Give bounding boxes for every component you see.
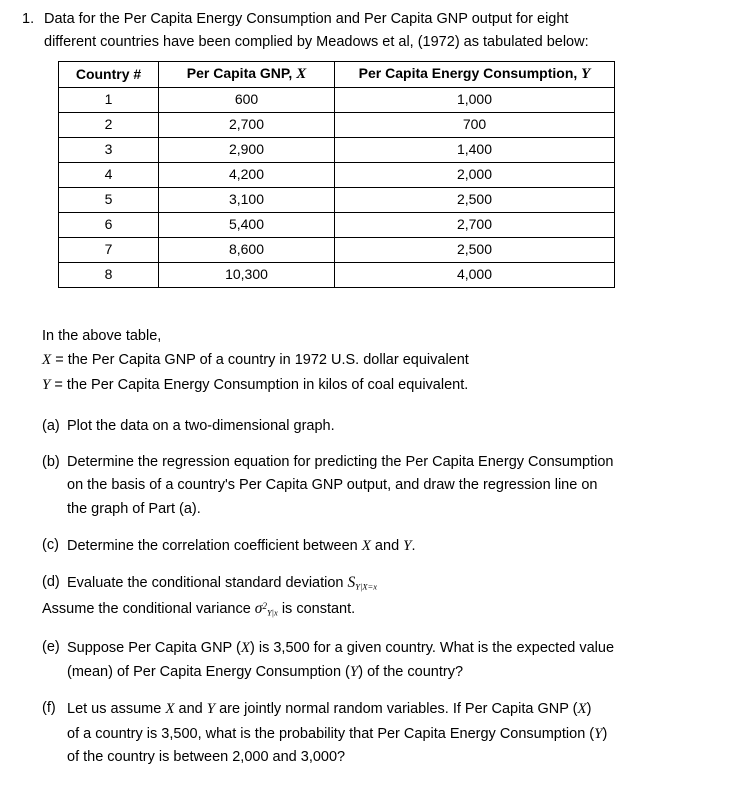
question-e-line1-a: Suppose Per Capita GNP ( xyxy=(67,640,241,656)
table-row xyxy=(59,88,615,113)
table-row xyxy=(59,113,615,138)
header-country: Country # xyxy=(59,62,159,88)
cell-gnp: 5,400 xyxy=(159,213,335,238)
problem-line-2: different countries have been complied by Meadows et al, (1972) as tabulated below: xyxy=(44,34,589,51)
cell-country: 4 xyxy=(59,163,159,188)
header-energy xyxy=(335,62,615,88)
table-header xyxy=(59,62,615,88)
question-item-c xyxy=(42,534,732,558)
question-body-e xyxy=(67,636,732,684)
question-label-b: (b) xyxy=(42,454,60,471)
cell-energy: 2,000 xyxy=(335,163,615,188)
cell-gnp: 10,300 xyxy=(159,263,335,288)
question-f-line2-a: of a country is 3,500, what is the probability that Per Capita Energy Consumption ( xyxy=(67,725,595,742)
definition-x-text: = the Per Capita GNP of a country in 1972 U.S. dollar equivalent xyxy=(51,352,469,369)
question-item-e xyxy=(42,636,732,684)
question-c-variable-y: Y xyxy=(403,537,412,554)
definition-y xyxy=(42,373,702,397)
table-row xyxy=(59,138,615,163)
question-f-line-1 xyxy=(67,697,732,721)
question-item-d xyxy=(42,571,732,596)
assumption-line xyxy=(42,597,355,622)
sigma-superscript: 2 xyxy=(262,600,267,611)
question-f-variable-x1: X xyxy=(165,701,175,718)
problem-number: 1. xyxy=(22,11,35,27)
cell-gnp: 2,900 xyxy=(159,138,335,163)
cell-country: 1 xyxy=(59,88,159,113)
question-e-line1-b: ) is 3,500 for a given country. What is the expected value xyxy=(250,640,615,656)
question-b-line-3: the graph of Part (a). xyxy=(67,500,201,517)
definition-y-text: = the Per Capita Energy Consumption in kilos of coal equivalent. xyxy=(50,376,469,393)
definition-y-variable: Y xyxy=(42,376,51,393)
cell-country: 6 xyxy=(59,213,159,238)
question-e-variable-y: Y xyxy=(349,664,359,681)
table-header-row xyxy=(59,62,615,88)
cell-energy: 2,700 xyxy=(335,213,615,238)
problem-text xyxy=(44,8,722,55)
cell-country: 5 xyxy=(59,188,159,213)
assumption-prefix: Assume the conditional variance xyxy=(42,601,255,617)
question-body-b xyxy=(67,451,732,521)
question-e-line-1 xyxy=(67,636,732,660)
cell-energy: 2,500 xyxy=(335,188,615,213)
question-f-variable-y2: Y xyxy=(594,725,603,742)
question-body-d xyxy=(67,571,732,596)
question-f-line1-a: Let us assume xyxy=(67,701,166,718)
table-row xyxy=(59,163,615,188)
cell-country: 3 xyxy=(59,138,159,163)
definition-x xyxy=(42,348,702,372)
cell-gnp: 8,600 xyxy=(159,238,335,263)
header-gnp-text: Per Capita GNP, xyxy=(186,64,297,81)
header-gnp xyxy=(159,62,335,88)
cell-energy: 1,000 xyxy=(335,88,615,113)
question-b-line-1: Determine the regression equation for predicting the Per Capita Energy Consumption xyxy=(67,454,614,471)
cell-energy: 700 xyxy=(335,113,615,138)
question-item-b xyxy=(42,451,732,521)
question-d-prefix: Evaluate the conditional standard deviation xyxy=(67,574,348,591)
table-row xyxy=(59,263,615,288)
question-a-line-1: Plot the data on a two-dimensional graph. xyxy=(67,418,335,434)
cell-energy: 4,000 xyxy=(335,263,615,288)
question-f-line1-d: ) xyxy=(586,701,592,718)
definition-x-variable: X xyxy=(42,352,52,369)
question-c-suffix: . xyxy=(411,537,416,554)
cell-gnp: 600 xyxy=(159,88,335,113)
question-d-symbol: S xyxy=(347,573,356,591)
data-table xyxy=(58,61,615,288)
header-energy-variable: Y xyxy=(581,65,591,82)
definitions-block xyxy=(42,325,702,397)
cell-country: 2 xyxy=(59,113,159,138)
sigma-subscript: Y|x xyxy=(266,607,278,618)
question-label-c: (c) xyxy=(42,536,59,553)
questions-list-second xyxy=(42,636,732,782)
question-e-line-2 xyxy=(67,660,732,684)
question-e-line2-b: ) of the country? xyxy=(358,664,464,681)
cell-energy: 2,500 xyxy=(335,238,615,263)
cell-gnp: 2,700 xyxy=(159,113,335,138)
questions-list-first xyxy=(42,415,732,609)
table-row xyxy=(59,188,615,213)
question-label-e: (e) xyxy=(42,639,60,655)
question-label-f: (f) xyxy=(42,700,56,717)
definitions-intro: In the above table, xyxy=(42,328,162,344)
question-f-line1-b: and xyxy=(174,701,207,718)
question-body-f xyxy=(67,697,732,769)
question-e-line2-a: (mean) of Per Capita Energy Consumption ( xyxy=(67,664,350,681)
header-gnp-variable: X xyxy=(296,65,307,82)
question-f-line-2 xyxy=(67,722,732,746)
question-label-a: (a) xyxy=(42,418,60,434)
question-c-middle: and xyxy=(370,537,404,554)
question-c-variable-x: X xyxy=(361,537,371,554)
cell-gnp: 3,100 xyxy=(159,188,335,213)
question-f-variable-x2: X xyxy=(577,701,587,718)
sigma-symbol: σ xyxy=(254,600,263,617)
question-d-subscript: Y|X=x xyxy=(355,581,378,592)
cell-country: 7 xyxy=(59,238,159,263)
question-body-c xyxy=(67,534,732,558)
question-label-d: (d) xyxy=(42,573,60,590)
question-body-a xyxy=(67,415,732,438)
problem-line-1: Data for the Per Capita Energy Consumption and Per Capita GNP output for eight xyxy=(44,11,569,27)
question-item-f xyxy=(42,697,732,769)
table-row xyxy=(59,213,615,238)
question-f-line-3: of the country is between 2,000 and 3,000? xyxy=(67,748,346,765)
assumption-suffix: is constant. xyxy=(277,601,356,617)
header-energy-text: Per Capita Energy Consumption, xyxy=(358,64,582,81)
question-f-variable-y1: Y xyxy=(206,701,216,718)
question-c-prefix: Determine the correlation coefficient between xyxy=(67,537,362,554)
question-item-a xyxy=(42,415,732,438)
problem-statement xyxy=(22,8,722,55)
question-f-line2-b: ) xyxy=(602,725,608,742)
cell-country: 8 xyxy=(59,263,159,288)
table-body xyxy=(59,88,615,288)
question-f-line1-c: are jointly normal random variables. If Per Capita GNP ( xyxy=(215,701,578,718)
table-row xyxy=(59,238,615,263)
question-e-variable-x: X xyxy=(240,640,250,656)
cell-gnp: 4,200 xyxy=(159,163,335,188)
cell-energy: 1,400 xyxy=(335,138,615,163)
question-b-line-2: on the basis of a country's Per Capita GNP output, and draw the regression line on xyxy=(67,477,598,494)
